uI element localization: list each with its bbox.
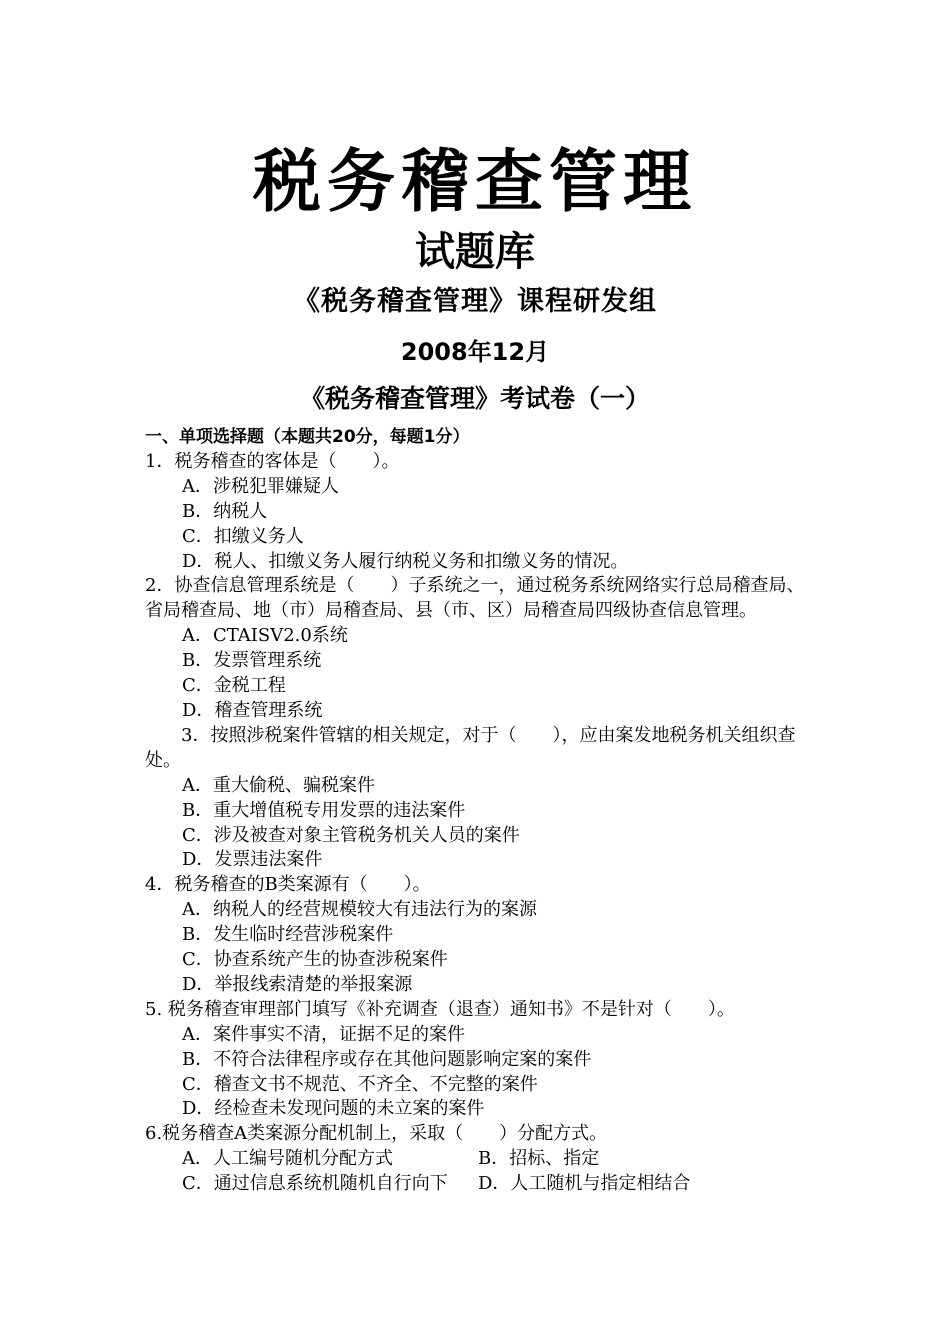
question-text: 6.税务稽查A类案源分配机制上，采取（ ）分配方式。 [145, 1123, 608, 1145]
question-text: 2．协查信息管理系统是（ ）子系统之一，通过税务系统网络实行总局稽查局、省局稽查局、地（市）局稽查局、县（市、区）局稽查局四级协查信息管理。 [145, 575, 805, 622]
question-4 [145, 873, 815, 998]
option-c: C．涉及被查对象主管税务机关人员的案件 [182, 824, 520, 846]
question-text: 4．税务稽查的B类案源有（ ）。 [145, 874, 431, 896]
option-row [145, 1172, 815, 1197]
option-b: B．不符合法律程序或存在其他问题影响定案的案件 [182, 1048, 592, 1070]
option-d: D．发票违法案件 [182, 849, 323, 871]
option-b: B．重大增值税专用发票的违法案件 [182, 799, 466, 821]
option-a: A．重大偷税、骗税案件 [182, 774, 375, 796]
option-d: D．人工随机与指定相结合 [478, 1173, 691, 1195]
option-d: D．经检查未发现问题的未立案的案件 [182, 1098, 485, 1120]
option-c: C．协查系统产生的协查涉税案件 [182, 949, 448, 971]
option-a: A．人工编号随机分配方式 [182, 1148, 393, 1170]
question-3 [145, 724, 815, 873]
question-text: 5. 税务稽查审理部门填写《补充调查（退查）通知书》不是针对（ ）。 [145, 998, 735, 1020]
option-b: B．发生临时经营涉税案件 [182, 924, 394, 946]
document-subtitle: 试题库 [415, 229, 535, 275]
option-a: A．案件事实不清，证据不足的案件 [182, 1023, 465, 1045]
question-text: 1．税务稽查的客体是（ ）。 [145, 450, 400, 472]
option-d: D．举报线索清楚的举报案源 [182, 973, 413, 995]
question-1 [145, 450, 815, 575]
exam-content [145, 425, 815, 1197]
question-6 [145, 1122, 815, 1197]
option-a: A．纳税人的经营规模较大有违法行为的案源 [182, 899, 537, 921]
question-2 [145, 574, 815, 723]
option-row [145, 1147, 815, 1172]
option-d: D．稽查管理系统 [182, 699, 323, 721]
option-c: C．扣缴义务人 [182, 525, 304, 547]
document-title: 税务稽查管理 [252, 142, 697, 222]
exam-title: 《税务稽查管理》考试卷（一） [299, 384, 650, 413]
option-b: B．招标、指定 [478, 1148, 600, 1170]
option-d: D．税人、扣缴义务人履行纳税义务和扣缴义务的情况。 [182, 550, 629, 572]
option-c: C．通过信息系统机随机自行向下 [182, 1173, 448, 1195]
option-b: B．纳税人 [182, 500, 268, 522]
option-a: A．涉税犯罪嫌疑人 [182, 475, 339, 497]
question-text: 3．按照涉税案件管辖的相关规定，对于（ ），应由案发地税务机关组织查处。 [145, 724, 796, 771]
option-c: C．稽查文书不规范、不齐全、不完整的案件 [182, 1073, 538, 1095]
option-c: C．金税工程 [182, 675, 286, 697]
option-a: A．CTAISV2.0系统 [182, 625, 348, 647]
option-b: B．发票管理系统 [182, 650, 322, 672]
section-heading: 一、单项选择题（本题共20分，每题1分） [145, 427, 470, 447]
author-organization: 《税务稽查管理》课程研发组 [293, 286, 657, 317]
question-5 [145, 998, 815, 1123]
document-date: 2008年12月 [400, 338, 550, 366]
